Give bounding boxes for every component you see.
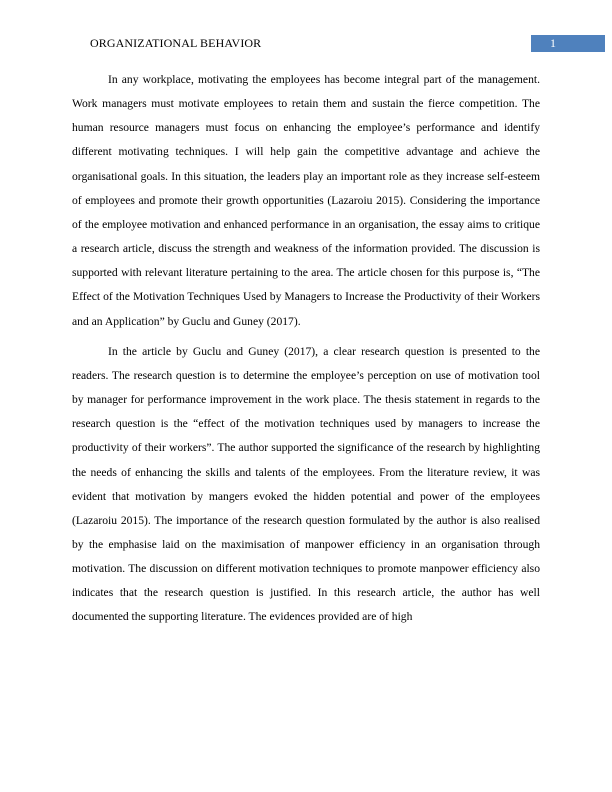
- body-paragraph-research-question: In the article by Guclu and Guney (2017), a clear research question is presented to the readers. The research question is to determine the employee’s perception on use of motivation tool by manager for performance improvement in the work place. The thesis statement in regards to the research question is the “effect of the motivation techniques used by managers to increase the productivity of their workers”. The author supported the significance of the research by highlighting the needs of enhancing the skills and talents of the employees. From the literature review, it was evident that motivation by mangers evoked the hidden potential and power of the employees (Lazaroiu 2015). The importance of the research question formulated by the author is also realised by the emphasise laid on the maximisation of manpower efficiency in an organisation through motivation. The discussion on different motivation techniques to promote manpower efficiency also indicates that the research question is justified. In this research article, the author has well documented the supporting literature. The evidences provided are of high: [72, 344, 540, 624]
- running-head: ORGANIZATIONAL BEHAVIOR: [90, 36, 262, 50]
- page-number-badge: [531, 35, 605, 52]
- page-number: 1: [550, 36, 556, 50]
- body-text: [72, 68, 540, 630]
- body-paragraph-introduction: In any workplace, motivating the employees has become integral part of the management. Work managers must motivate employees to retain them and sustain the fierce competition. The human resource managers must focus on enhancing the employee’s performance and identify different motivating techniques. I will help gain the competitive advantage and achieve the organisational goals. In this situation, the leaders play an important role as they increase self-esteem of employees and promote their growth opportunities (Lazaroiu 2015). Considering the importance of the employee motivation and enhanced performance in an organisation, the essay aims to critique a research article, discuss the strength and weakness of the information provided. The discussion is supported with relevant literature pertaining to the area. The article chosen for this purpose is, “The Effect of the Motivation Techniques Used by Managers to Increase the Productivity of their Workers and an Application” by Guclu and Guney (2017).: [72, 73, 540, 328]
